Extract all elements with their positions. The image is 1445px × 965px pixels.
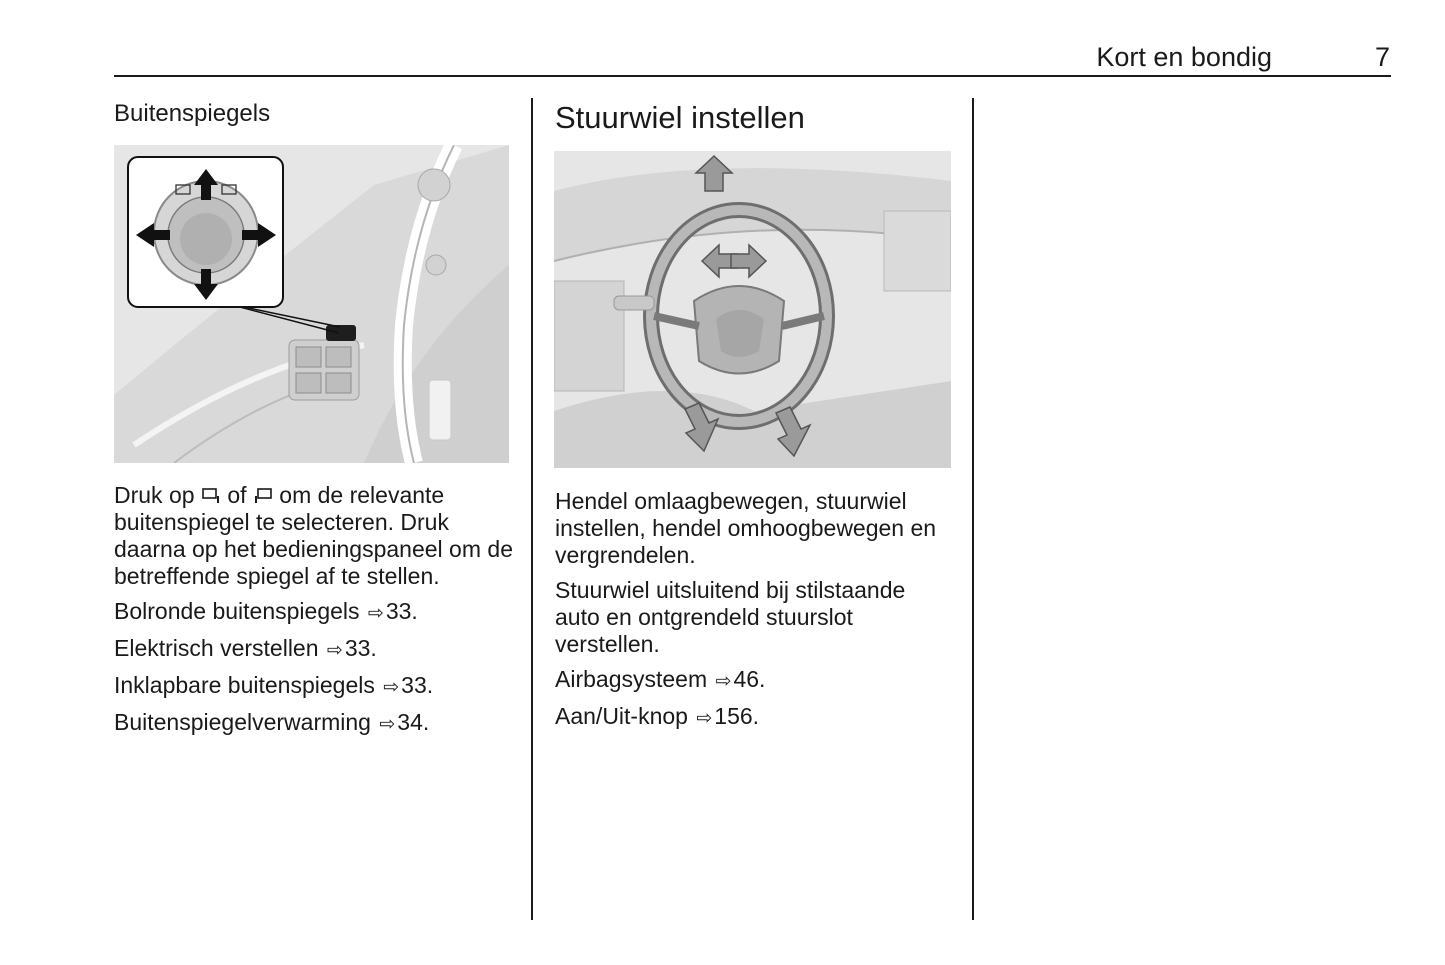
header-rule: [114, 75, 1391, 77]
page-number: 7: [1374, 42, 1390, 72]
mirror-instructions: [114, 482, 514, 746]
mirror-right-icon: [253, 487, 273, 505]
column-divider-left: [531, 98, 533, 920]
reference-inklapbare: Inklapbare buitenspiegels ⇨33.: [114, 672, 514, 701]
mirror-left-icon: [201, 487, 221, 505]
cross-reference-arrow-icon: ⇨: [379, 714, 396, 735]
cross-reference-arrow-icon: ⇨: [326, 640, 343, 661]
steering-paragraph-2: Stuurwiel uitsluitend bij stilstaande auto en ontgrendeld stuurslot verstellen.: [555, 577, 906, 657]
mirror-intro-paragraph: [114, 482, 514, 590]
reference-bolronde: Bolronde buitenspiegels ⇨33.: [114, 598, 514, 627]
section-heading-buitenspiegels: Buitenspiegels: [114, 100, 271, 127]
cross-reference-arrow-icon: ⇨: [383, 677, 400, 698]
intro-part3: om de relevante buitenspiegel te selecteren. Druk daarna op het bedieningspaneel om de betreffende spiegel af te stellen.: [114, 482, 513, 589]
steering-paragraph-1: Hendel omlaagbewegen, stuurwiel instellen, hendel omhoogbewegen en vergrendelen.: [555, 488, 937, 568]
cross-reference-arrow-icon: ⇨: [715, 671, 732, 692]
cross-reference-arrow-icon: ⇨: [696, 708, 713, 729]
reference-airbag: Airbagsysteem ⇨46.: [555, 666, 955, 695]
reference-elektrisch: Elektrisch verstellen ⇨33.: [114, 635, 514, 664]
reference-verwarming: Buitenspiegelverwarming ⇨34.: [114, 709, 514, 738]
reference-aan-uit-knop: Aan/Uit-knop ⇨156.: [555, 703, 955, 732]
section-heading-stuurwiel: Stuurwiel instellen: [555, 100, 805, 135]
intro-part1: Druk op: [114, 482, 195, 508]
steering-instructions: [555, 488, 955, 740]
page-header-title: Kort en bondig: [1096, 42, 1272, 72]
intro-part2: of: [227, 482, 247, 508]
mirror-control-illustration: [114, 145, 509, 463]
steering-wheel-illustration: [554, 151, 951, 468]
column-divider-right: [972, 98, 974, 920]
cross-reference-arrow-icon: ⇨: [367, 603, 384, 624]
